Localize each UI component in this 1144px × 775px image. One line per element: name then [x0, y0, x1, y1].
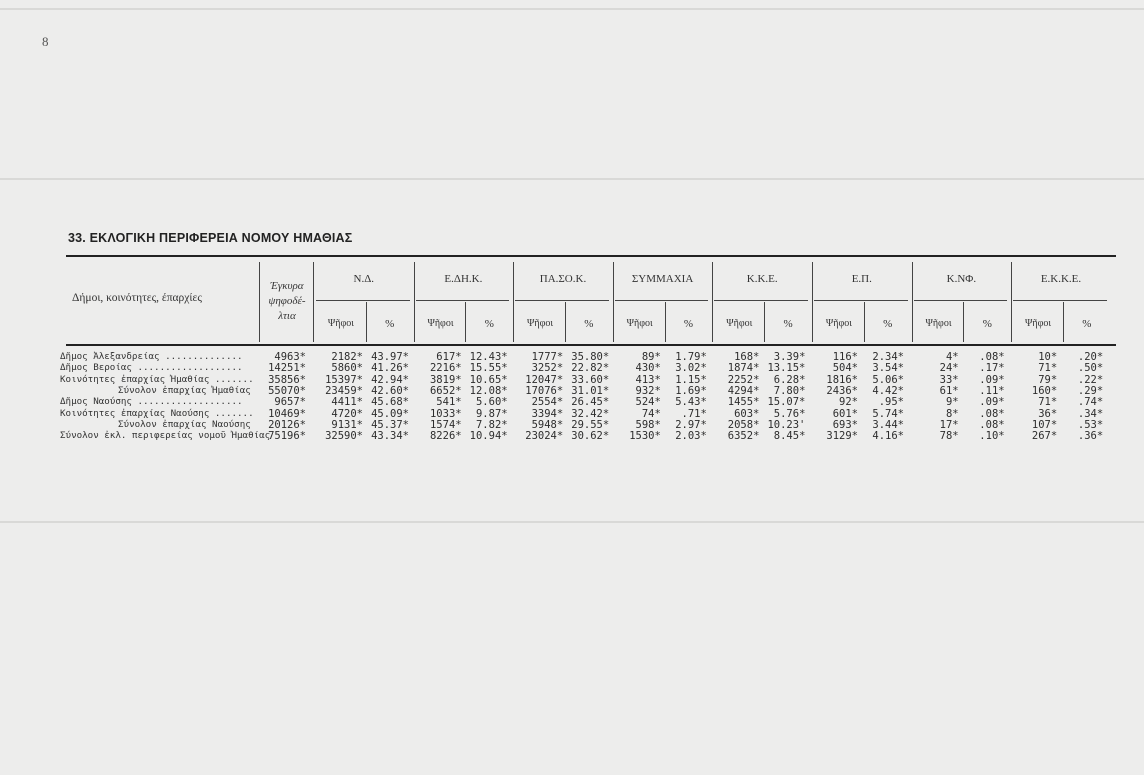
pct-cell: 2.34*: [872, 351, 904, 363]
votes-cell: 3129*: [826, 430, 858, 443]
pct-cell: 43.97*: [371, 351, 409, 363]
votes-cell: 5860*: [331, 362, 363, 375]
votes-cell: 932*: [635, 384, 661, 397]
pct-cell: 10.23': [767, 418, 806, 431]
party-rule: [814, 300, 908, 301]
valid-votes-cell: 9657*: [274, 396, 306, 409]
valid-votes-cell: 10469*: [268, 407, 306, 420]
valid-votes-header: ψηφοδέ-: [268, 295, 306, 307]
votes-cell: 598*: [635, 418, 661, 431]
pct-cell: .20*: [1077, 351, 1104, 363]
votes-subheader: Ψῆφοι: [626, 318, 653, 329]
votes-cell: 9*: [945, 396, 959, 409]
pct-cell: .71*: [681, 407, 707, 420]
votes-cell: 15397*: [325, 373, 363, 386]
party-header: Ε.ΔΗ.Κ.: [444, 273, 483, 285]
pct-cell: 12.43*: [469, 351, 508, 363]
pct-cell: .22*: [1077, 373, 1104, 386]
votes-cell: 89*: [641, 351, 661, 363]
scan-artifact: [0, 8, 1144, 10]
valid-votes-header: Έγκυρα: [270, 280, 304, 292]
votes-cell: 413*: [635, 373, 661, 386]
pct-subheader: %: [883, 318, 893, 330]
votes-cell: 603*: [734, 407, 760, 420]
votes-cell: 2554*: [531, 396, 564, 409]
pct-cell: .53*: [1077, 418, 1104, 431]
pct-cell: .74*: [1077, 396, 1104, 409]
party-header: Κ.ΝΦ.: [946, 273, 977, 285]
party-header: ΠΑ.ΣΟ.Κ.: [539, 273, 587, 285]
pct-cell: 8.45*: [773, 430, 806, 443]
votes-cell: 1455*: [727, 396, 760, 409]
pct-cell: .50*: [1077, 362, 1104, 375]
votes-cell: 2216*: [429, 362, 462, 375]
pct-cell: 6.28*: [773, 373, 806, 386]
party-rule: [416, 300, 510, 301]
pct-cell: .08*: [979, 351, 1005, 363]
votes-cell: 17076*: [525, 384, 564, 397]
votes-cell: 2436*: [826, 384, 858, 397]
valid-votes-cell: 35856*: [268, 373, 306, 386]
votes-cell: 6352*: [727, 430, 760, 443]
votes-subheader: Ψῆφοι: [1025, 318, 1052, 329]
votes-cell: 267*: [1031, 430, 1058, 443]
votes-cell: 17*: [939, 418, 959, 431]
header-bottom-rule: [66, 344, 1116, 346]
votes-cell: 23459*: [325, 384, 363, 397]
pct-cell: 9.87*: [475, 407, 508, 420]
votes-cell: 4294*: [727, 384, 760, 397]
votes-cell: 617*: [436, 351, 462, 363]
pct-cell: 12.08*: [469, 384, 508, 397]
pct-cell: 2.97*: [675, 418, 707, 431]
votes-cell: 430*: [635, 362, 661, 375]
pct-cell: 10.65*: [469, 373, 508, 386]
pct-cell: 42.94*: [371, 373, 409, 386]
votes-cell: 71*: [1038, 362, 1058, 375]
votes-cell: 24*: [939, 362, 959, 375]
pct-cell: 4.42*: [872, 384, 904, 397]
valid-votes-cell: 75196*: [268, 430, 306, 443]
pct-cell: 13.15*: [767, 362, 806, 375]
pct-cell: 2.03*: [675, 430, 707, 443]
votes-subheader: Ψῆφοι: [726, 318, 753, 329]
votes-cell: 9131*: [331, 418, 363, 431]
votes-cell: 4411*: [331, 396, 363, 409]
votes-cell: 601*: [832, 407, 858, 420]
votes-cell: 1816*: [826, 373, 858, 386]
votes-subheader: Ψῆφοι: [527, 318, 554, 329]
pct-cell: 7.82*: [475, 418, 508, 431]
pct-cell: 7.80*: [773, 384, 806, 397]
votes-cell: 107*: [1031, 418, 1058, 431]
pct-cell: .08*: [979, 407, 1005, 420]
votes-cell: 4720*: [331, 407, 363, 420]
votes-cell: 1777*: [531, 351, 564, 363]
party-header: Ν.Δ.: [353, 273, 375, 285]
votes-cell: 4*: [945, 351, 959, 363]
votes-cell: 33*: [939, 373, 959, 386]
votes-cell: 5948*: [531, 418, 564, 431]
votes-cell: 8226*: [429, 430, 462, 443]
valid-votes-cell: 14251*: [268, 362, 306, 375]
votes-cell: 12047*: [525, 373, 564, 386]
votes-cell: 160*: [1031, 384, 1058, 397]
votes-cell: 2252*: [727, 373, 760, 386]
valid-votes-cell: 4963*: [274, 351, 306, 363]
pct-cell: 45.68*: [371, 396, 409, 409]
row-label: Δῆμος Ἀλεξανδρείας ..............: [60, 351, 243, 362]
votes-cell: 61*: [939, 384, 959, 397]
pct-cell: .09*: [979, 396, 1005, 409]
votes-subheader: Ψῆφοι: [427, 318, 454, 329]
pct-cell: 30.62*: [571, 430, 610, 443]
pct-cell: 3.44*: [872, 418, 904, 431]
votes-cell: 8*: [945, 407, 959, 420]
header-top-rule: [66, 255, 1116, 257]
pct-cell: 45.37*: [371, 418, 409, 431]
pct-cell: 1.79*: [675, 351, 707, 363]
pct-subheader: %: [1082, 318, 1092, 330]
votes-cell: 2058*: [727, 418, 760, 431]
pct-cell: 45.09*: [371, 407, 409, 420]
pct-cell: .11*: [979, 384, 1005, 397]
votes-cell: 74*: [641, 407, 661, 420]
votes-cell: 1033*: [429, 407, 462, 420]
pct-subheader: %: [683, 318, 694, 330]
votes-cell: 1874*: [727, 362, 760, 375]
votes-subheader: Ψῆφοι: [825, 318, 852, 329]
votes-cell: 71*: [1038, 396, 1058, 409]
votes-cell: 3819*: [429, 373, 462, 386]
pct-cell: .09*: [979, 373, 1005, 386]
table-title: 33. ΕΚΛΟΓΙΚΗ ΠΕΡΙΦΕΡΕΙΑ ΝΟΜΟΥ ΗΜΑΘΙΑΣ: [68, 231, 353, 245]
pct-cell: 32.42*: [571, 407, 610, 420]
party-rule: [515, 300, 609, 301]
pct-cell: 31.01*: [571, 384, 610, 397]
pct-cell: 35.80*: [571, 351, 610, 363]
pct-cell: 15.07*: [767, 396, 806, 409]
scan-artifact: [0, 178, 1144, 180]
votes-cell: 504*: [832, 362, 858, 375]
pct-cell: .36*: [1077, 430, 1104, 443]
pct-cell: 15.55*: [469, 362, 508, 375]
votes-cell: 693*: [832, 418, 858, 431]
votes-cell: 23024*: [525, 430, 564, 443]
pct-cell: 4.16*: [872, 430, 904, 443]
votes-subheader: Ψῆφοι: [925, 318, 952, 329]
pct-subheader: %: [385, 318, 395, 330]
party-header: Ε.Κ.Κ.Ε.: [1040, 273, 1082, 285]
pct-cell: .17*: [979, 362, 1005, 375]
pct-cell: .08*: [979, 418, 1005, 431]
party-rule: [615, 300, 709, 301]
votes-cell: 10*: [1038, 351, 1058, 363]
pct-cell: 3.54*: [872, 362, 904, 375]
valid-votes-cell: 55070*: [268, 384, 306, 397]
votes-cell: 2182*: [331, 351, 363, 363]
votes-cell: 168*: [734, 351, 760, 363]
pct-cell: 3.39*: [773, 351, 806, 363]
pct-cell: 41.26*: [371, 362, 409, 375]
pct-cell: 1.69*: [675, 384, 707, 397]
party-rule: [714, 300, 808, 301]
pct-cell: 22.82*: [571, 362, 610, 375]
divider: [259, 262, 260, 342]
pct-cell: .29*: [1077, 384, 1104, 397]
pct-cell: .95*: [878, 396, 904, 409]
pct-cell: 5.74*: [872, 407, 904, 420]
party-header: Κ.Κ.Ε.: [746, 273, 778, 285]
votes-subheader: Ψῆφοι: [327, 318, 354, 329]
pct-subheader: %: [484, 318, 494, 330]
party-header: ΣΥΜΜΑΧΙΑ: [631, 273, 694, 285]
row-label: Σύνολον ἐπαρχίας Ναούσης: [118, 418, 251, 430]
votes-cell: 6652*: [429, 384, 462, 397]
row-label: Σύνολον ἐκλ. περιφερείας νομοῦ Ἠμαθίας: [60, 430, 271, 442]
votes-cell: 79*: [1038, 373, 1058, 386]
votes-cell: 116*: [832, 351, 858, 363]
valid-votes-header: λτια: [278, 310, 296, 322]
votes-cell: 1530*: [629, 430, 661, 443]
row-label: Δῆμος Βεροίας ...................: [60, 362, 243, 374]
pct-cell: 3.02*: [675, 362, 707, 375]
row-label: Δῆμος Ναούσης ...................: [60, 396, 243, 408]
pct-cell: 10.94*: [469, 430, 508, 443]
pct-cell: 33.60*: [571, 373, 610, 386]
pct-cell: 5.43*: [675, 396, 707, 409]
pct-cell: .10*: [979, 430, 1005, 443]
pct-cell: 43.34*: [371, 430, 409, 443]
votes-cell: 3394*: [531, 407, 564, 420]
pct-subheader: %: [783, 318, 793, 330]
pct-cell: 5.60*: [475, 396, 508, 409]
votes-cell: 32590*: [325, 430, 363, 443]
pct-cell: .34*: [1077, 407, 1104, 420]
valid-votes-cell: 20126*: [268, 418, 306, 431]
party-header: Ε.Π.: [851, 273, 872, 285]
row-label: Σύνολον ἐπαρχίας Ἠμαθίας: [118, 384, 251, 396]
pct-cell: 29.55*: [571, 418, 610, 431]
pct-cell: 5.06*: [872, 373, 904, 386]
votes-cell: 92*: [839, 396, 858, 409]
votes-cell: 1574*: [429, 418, 462, 431]
pct-subheader: %: [584, 318, 594, 330]
party-rule: [1013, 300, 1107, 301]
row-label-header: Δήμοι, κοινότητες, έπαρχίες: [72, 292, 202, 304]
votes-cell: 36*: [1038, 407, 1058, 420]
page-mark: 8: [42, 34, 49, 49]
row-label: Κοινότητες ἐπαρχίας Ναούσης .......: [60, 407, 254, 419]
pct-subheader: %: [982, 318, 992, 330]
scan-artifact: [0, 521, 1144, 523]
votes-cell: 78*: [939, 430, 959, 443]
row-label: Κοινότητες ἐπαρχίας Ἠμαθίας .......: [60, 373, 254, 385]
votes-cell: 3252*: [531, 362, 564, 375]
pct-cell: 5.76*: [773, 407, 806, 420]
pct-cell: 42.60*: [371, 384, 409, 397]
pct-cell: 26.45*: [571, 396, 610, 409]
votes-cell: 541*: [436, 396, 462, 409]
party-rule: [914, 300, 1008, 301]
party-rule: [316, 300, 410, 301]
pct-cell: 1.15*: [675, 373, 707, 386]
votes-cell: 524*: [635, 396, 661, 409]
